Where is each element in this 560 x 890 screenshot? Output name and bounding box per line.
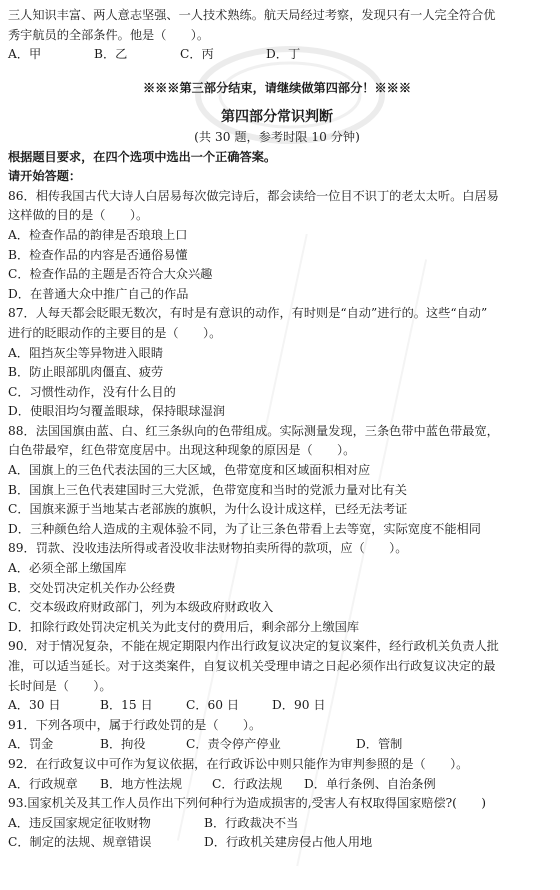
question-stem-line: 91．下列各项中，属于行政处罚的是（ ）。 [8,717,262,732]
option-row [8,833,546,853]
question-block [8,794,546,853]
option-c: C．国旗来源于当地某古老部族的旗帜，为什么设计成这样，已经无法考证 [8,502,408,517]
option-a: A．阻挡灰尘等异物进入眼睛 [8,345,164,360]
option-c: C．丙 [180,47,214,62]
question-stem-line: 准，可以适当延长。对于这类案件，自复议机关受理申请之日起必须作出行政复议决定的最 [8,659,496,673]
option-c: C．制定的法规、规章错误 [8,835,152,850]
option-b: B．拘役 [100,737,146,752]
option-b: B．地方性法规 [100,776,183,791]
intro-line: 三人知识丰富、两人意志坚强、一人技术熟练。航天局经过考察，发现只有一人完全符合优 [8,8,496,22]
option-c: C．60 日 [186,698,240,713]
question-block [8,539,546,637]
option-b: B．国旗上三色代表建国时三大党派，色带宽度和当时的党派力量对比有关 [8,482,407,497]
option-d: D．管制 [356,737,403,752]
section-end-notice: ※※※第三部分结束，请继续做第四部分！※※※ [142,80,412,95]
question-block [8,304,546,422]
option-row [8,735,546,755]
question-stem-line: 进行的眨眼动作的主要目的是（ ）。 [8,325,222,340]
question-block [8,755,546,794]
question-block [8,637,546,715]
option-row [8,696,546,716]
question-stem-line: 87．人每天都会眨眼无数次，有时是有意识的动作，有时则是“自动”进行的。这些“自动” [8,306,488,321]
option-c: C．行政法规 [212,776,283,791]
question-stem-line: 90．对于情况复杂，不能在规定期限内作出行政复议决定的复议案件，经行政机关负责人批 [8,639,499,654]
question-stem-line: 92．在行政复议中可作为复议依据，在行政诉讼中则只能作为审判参照的是（ ）。 [8,756,469,771]
option-b: B．行政裁决不当 [204,815,299,830]
option-b: B．检查作品的内容是否通俗易懂 [8,247,188,262]
option-row [8,775,546,795]
option-a: A．检查作品的韵律是否琅琅上口 [8,227,188,242]
option-a: A．行政规章 [8,776,78,791]
question-stem-line: 89．罚款、没收违法所得或者没收非法财物拍卖所得的款项，应（ ）。 [8,541,408,556]
option-d: D．在普通大众中推广自己的作品 [8,286,189,301]
intro-block [8,6,546,65]
option-d: D．扣除行政处罚决定机关为此支付的费用后，剩余部分上缴国库 [8,619,360,634]
option-b: B．交处罚决定机关作办公经费 [8,580,176,595]
part-title: 第四部分常识判断 [221,109,333,126]
option-b: B．乙 [94,47,128,62]
option-c: C．交本级政府财政部门，列为本级政府财政收入 [8,600,274,615]
option-d: D．单行条例、自治条例 [304,776,436,791]
option-c: C．检查作品的主题是否符合大众兴趣 [8,267,213,282]
option-d: D．丁 [266,47,301,62]
option-row [8,814,546,834]
question-stem-line: 88．法国国旗由蓝、白、红三条纵向的色带组成。实际测量发现，三条色带中蓝色带最宽， [8,423,499,438]
option-a: A．国旗上的三色代表法国的三大区域，色带宽度和区域面积相对应 [8,463,371,478]
option-d: D．三种颜色给人造成的主观体验不同，为了让三条色带看上去等宽，实际宽度不能相同 [8,521,481,536]
option-a: A．违反国家规定征收财物 [8,815,151,830]
question-stem-line: 这样做的目的是（ ）。 [8,208,149,223]
option-d: D．使眼泪均匀覆盖眼球，保持眼球湿润 [8,404,225,419]
question-stem-line: 86．相传我国古代大诗人白居易每次做完诗后，都会读给一位目不识丁的老太太听。白居易 [8,188,499,203]
question-block [8,422,546,540]
option-c: C．责令停产停业 [186,737,281,752]
option-c: C．习惯性动作，没有什么目的 [8,384,176,399]
question-list [8,187,546,853]
part-instruction: 根据题目要求，在四个选项中选出一个正确答案。 [8,149,277,164]
option-a: A．罚金 [8,737,54,752]
question-stem-line: 93.国家机关及其工作人员作出下列何种行为造成损害的,受害人有权取得国家赔偿?( ) [8,796,487,811]
option-a: A．必须全部上缴国库 [8,561,127,576]
option-d: D．90 日 [272,698,326,713]
question-block [8,716,546,755]
question-stem-line: 长时间是（ ）。 [8,678,112,693]
intro-options [8,45,546,65]
option-d: D．行政机关建房侵占他人用地 [204,835,373,850]
question-stem-line: 白色带最窄，红色带宽度居中。出现这种现象的原因是（ ）。 [8,443,356,458]
option-a: A．甲 [8,47,42,62]
start-label: 请开始答题： [8,169,82,184]
intro-line: 秀宇航员的全部条件。他是（ ）。 [8,27,210,42]
option-b: B．15 日 [100,698,153,713]
question-block [8,187,546,305]
option-a: A．30 日 [8,698,61,713]
option-b: B．防止眼部肌肉僵直、疲劳 [8,365,164,380]
part-subtitle: (共 30 题，参考时限 10 分钟) [194,129,360,144]
